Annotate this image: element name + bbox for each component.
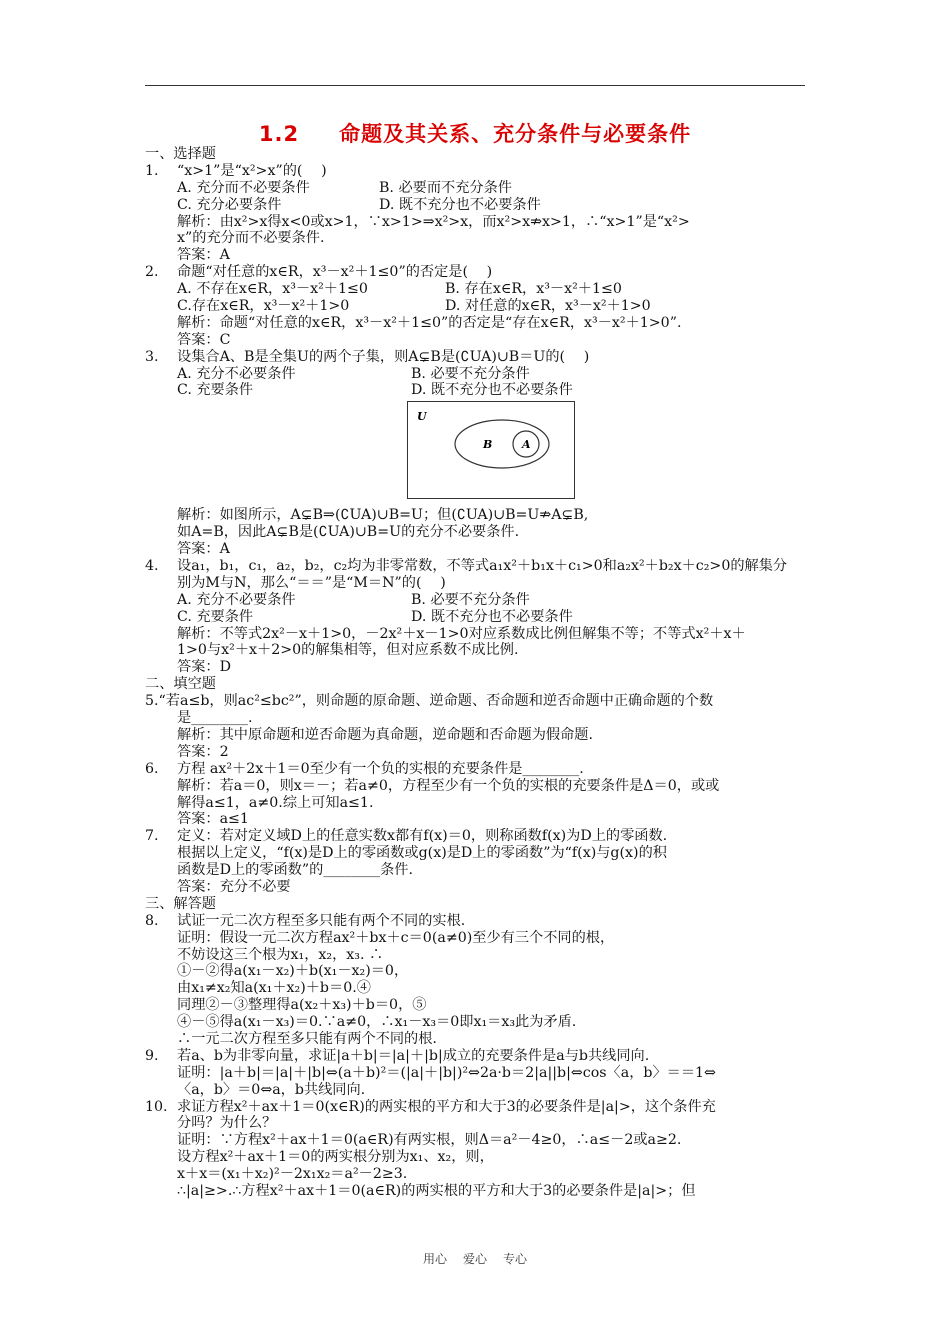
question-number: 5.: [145, 693, 159, 710]
explanation: 解析：其中原命题和逆否命题为真命题，逆命题和否命题为假命题.: [177, 726, 593, 743]
section-heading: 一、选择题: [145, 146, 216, 162]
answer: 答案：2: [177, 743, 229, 760]
question-text: 试证一元二次方程至多只能有两个不同的实根.: [177, 912, 466, 929]
question-text: 函数是D上的零函数”的________条件.: [177, 862, 413, 879]
option-a: A. 充分不必要条件: [177, 591, 296, 608]
option-a: A. 充分不必要条件: [177, 365, 296, 382]
question-text: “若a≤b，则ac²≤bc²”，则命题的原命题、逆命题、否命题和逆否命题中正确命题的个数: [158, 693, 714, 710]
explanation: 1>0与x²＋x＋2>0的解集相等，但对应系数不成比例.: [177, 642, 519, 659]
venn-diagram: [407, 401, 575, 499]
answer: 答案：a≤1: [177, 811, 249, 828]
question-number: 8.: [145, 912, 159, 929]
explanation: 解析：如图所示，A⊊B⇒(∁UA)∪B=U；但(∁UA)∪B=U⇏A⊊B,: [177, 507, 589, 524]
question-text: 方程 ax²＋2x＋1＝0至少有一个负的实根的充要条件是________.: [177, 760, 584, 777]
proof-line: ∴一元二次方程至多只能有两个不同的根.: [177, 1030, 437, 1047]
question-3: [145, 349, 813, 366]
options-row: [145, 180, 813, 197]
proof-line: ①－②得a(x₁－x₂)＋b(x₁－x₂)＝0，: [177, 963, 409, 980]
question-number: 3.: [145, 348, 159, 365]
question-number: 10.: [145, 1098, 168, 1115]
document-body: [145, 146, 813, 1200]
question-2: [145, 264, 813, 281]
question-text: 别为M与N，那么“＝＝”是“M＝N”的( ): [177, 574, 446, 591]
proof-line: 不妨设这三个根为x₁，x₂，x₃. ∴: [177, 946, 384, 963]
set-b-ellipse: [455, 420, 549, 468]
option-c: C. 充要条件: [177, 382, 254, 399]
proof-line: 〈a，b〉＝0⇔a，b共线同向.: [177, 1081, 366, 1098]
options-row: [145, 197, 813, 214]
option-c: C. 充分必要条件: [177, 196, 282, 213]
options-row: [145, 298, 813, 315]
question-number: 7.: [145, 828, 159, 845]
options-row: [145, 382, 813, 399]
label-a: A: [522, 438, 531, 452]
question-text: 分吗？为什么？: [177, 1115, 277, 1132]
option-d: D. 既不充分也不必要条件: [411, 608, 573, 625]
question-text: 若a、b为非零向量，求证|a＋b|＝|a|＋|b|成立的充要条件是a与b共线同向.: [177, 1047, 650, 1064]
explanation: 解析：由x²>x得x<0或x>1，∵x>1>⇒x²>x，而x²>x⇏x>1，∴“x>1”是“x²>: [177, 213, 690, 230]
answer: 答案：C: [177, 331, 231, 348]
option-b: B. 必要不充分条件: [411, 591, 530, 608]
question-text: 是________.: [177, 710, 253, 727]
proof-line: 由x₁≠x₂知a(x₁＋x₂)＋b＝0.④: [177, 980, 371, 997]
question-number: 9.: [145, 1047, 159, 1064]
title-text: 命题及其关系、充分条件与必要条件: [339, 122, 692, 146]
question-number: 4.: [145, 558, 159, 575]
option-d: D. 既不充分也不必要条件: [411, 382, 573, 399]
page-title: [0, 118, 950, 148]
options-row: [145, 281, 813, 298]
question-9: [145, 1048, 813, 1065]
page-footer: [0, 1250, 950, 1267]
option-d: D. 既不充分也不必要条件: [379, 196, 541, 213]
answer: 答案：充分不必要: [177, 878, 291, 895]
explanation: 解析：不等式2x²－x＋1>0，－2x²＋x－1>0对应系数成比例但解集不等；不等式x²＋x＋: [177, 625, 746, 642]
question-text: 根据以上定义，“f(x)是D上的零函数或g(x)是D上的零函数”为“f(x)与g(x)的积: [177, 845, 667, 862]
proof-line: ∴|a|≥>.∴方程x²＋ax＋1＝0(a∈R)的两实根的平方和大于3的必要条件是|a|>；但: [177, 1182, 696, 1199]
option-b: B. 存在x∈R，x³－x²＋1≤0: [445, 281, 622, 298]
question-text: 命题“对任意的x∈R，x³－x²＋1≤0”的否定是( ): [177, 264, 493, 281]
question-8: [145, 913, 813, 930]
options-row: [145, 366, 813, 383]
question-5: [145, 693, 813, 710]
question-4: [145, 558, 813, 575]
proof-line: 证明：假设一元二次方程ax²＋bx＋c＝0(a≠0)至少有三个不同的根，: [177, 929, 615, 946]
question-number: 6.: [145, 760, 159, 777]
footer-word: 专心: [503, 1252, 528, 1266]
question-text: “x>1”是“x²>x”的( ): [177, 162, 327, 179]
explanation: 解析：若a＝0，则x＝－；若a≠0，方程至少有一个负的实根的充要条件是Δ＝0，或或: [177, 777, 720, 794]
option-b: B. 必要而不充分条件: [379, 179, 512, 196]
section-heading: 三、解答题: [145, 895, 216, 912]
title-number: 1.2: [258, 122, 300, 146]
label-u: U: [417, 410, 427, 424]
option-a: A. 不存在x∈R，x³－x²＋1≤0: [177, 281, 368, 298]
question-text: 设a₁，b₁，c₁，a₂，b₂，c₂均为非零常数，不等式a₁x²＋b₁x＋c₁>0和a₂x²＋b₂x＋c₂>0的解集分: [177, 558, 788, 575]
proof-line: 同理②－③整理得a(x₂＋x₃)＋b＝0，⑤: [177, 997, 427, 1014]
option-c: C.存在x∈R，x³－x²＋1>0: [177, 298, 350, 315]
explanation: 解得a≤1，a≠0.综上可知a≤1.: [177, 794, 374, 811]
question-7: [145, 828, 813, 845]
question-10: [145, 1099, 813, 1116]
question-text: 定义：若对定义域D上的任意实数x都有f(x)＝0，则称函数f(x)为D上的零函数.: [177, 828, 668, 845]
header-rule: [145, 85, 805, 86]
options-row: [145, 609, 813, 626]
option-a: A. 充分而不必要条件: [177, 179, 310, 196]
question-1: [145, 163, 813, 180]
proof-line: 证明：|a＋b|＝|a|＋|b|⇔(a＋b)²＝(|a|＋|b|)²⇔2a·b＝2|a||b|⇔cos〈a，b〉＝＝1⇔: [177, 1064, 716, 1081]
option-d: D. 对任意的x∈R，x³－x²＋1>0: [445, 298, 651, 315]
answer: 答案：A: [177, 247, 230, 264]
proof-line: x＋x＝(x₁＋x₂)²－2x₁x₂＝a²－2≥3.: [177, 1166, 408, 1183]
question-6: [145, 761, 813, 778]
proof-line: 证明：∵方程x²＋ax＋1＝0(a∈R)有两实根，则Δ＝a²－4≥0，∴a≤－2或a≥2.: [177, 1132, 682, 1149]
explanation: x”的充分而不必要条件.: [177, 230, 325, 247]
label-b: B: [483, 438, 493, 452]
options-row: [145, 592, 813, 609]
proof-line: ④－⑤得a(x₁－x₃)＝0.∵a≠0，∴x₁－x₃＝0即x₁＝x₃此为矛盾.: [177, 1014, 577, 1031]
explanation: 如A=B，因此A⊊B是(∁UA)∪B=U的充分不必要条件.: [177, 524, 520, 541]
option-c: C. 充要条件: [177, 608, 254, 625]
footer-word: 爱心: [462, 1252, 487, 1266]
footer-word: 用心: [422, 1252, 447, 1266]
proof-line: 设方程x²＋ax＋1＝0的两实根分别为x₁、x₂，则，: [177, 1149, 494, 1166]
question-text: 设集合A、B是全集U的两个子集，则A⊊B是(∁UA)∪B＝U的( ): [177, 348, 590, 365]
answer: 答案：D: [177, 659, 231, 676]
venn-svg: [408, 402, 574, 498]
section-heading: 二、填空题: [145, 676, 216, 693]
question-text: 求证方程x²＋ax＋1＝0(x∈R)的两实根的平方和大于3的必要条件是|a|>，这个条件充: [177, 1098, 716, 1115]
explanation: 解析：命题“对任意的x∈R，x³－x²＋1≤0”的否定是“存在x∈R，x³－x²＋1>0”.: [177, 314, 682, 331]
option-b: B. 必要不充分条件: [411, 365, 530, 382]
answer: 答案：A: [177, 541, 230, 558]
question-number: 2.: [145, 264, 159, 281]
question-number: 1.: [145, 162, 159, 179]
